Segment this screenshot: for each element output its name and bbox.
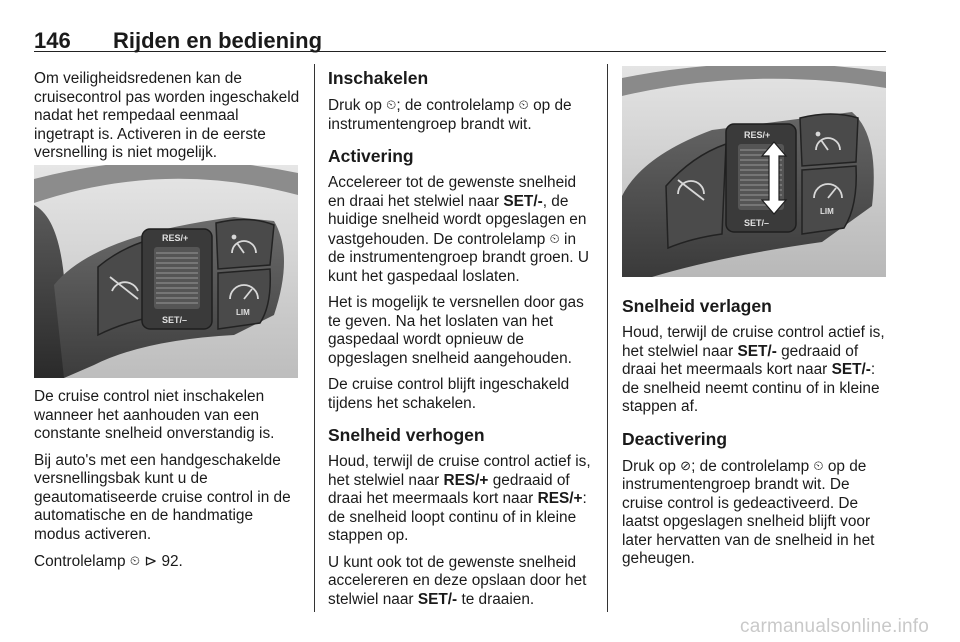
page-reference-arrow-icon: ⊳ [144, 553, 158, 570]
column-3 [622, 296, 888, 577]
thumbwheel-illustration [622, 66, 886, 277]
paragraph-manual-gearbox: Bij auto's met een handgeschakelde versnellingsbak kunt u de geautomatiseerde cruise control in de automatische en de handmatige modus activeren. [34, 451, 291, 543]
steering-wheel-illustration [34, 165, 298, 378]
paragraph-lamp-reference: Controlelamp ⏲ ⊳ 92. [34, 553, 183, 570]
watermark: carmanualsonline.info [740, 616, 930, 637]
speedometer-arrow-icon: ⏲ [518, 97, 529, 112]
speedometer-arrow-icon: ⏲ [386, 97, 397, 112]
lim-label: LIM [236, 308, 250, 317]
heading-activering: Activering [328, 146, 414, 166]
res-label: RES/+ [744, 130, 771, 140]
res-label: RES/+ [162, 233, 189, 243]
speedometer-arrow-icon: ⏲ [129, 553, 140, 568]
column-divider [314, 64, 315, 612]
heading-snelheid-verlagen: Snelheid verlagen [622, 296, 772, 316]
page-header [34, 22, 886, 52]
paragraph-activering-3: De cruise control blijft ingeschakeld tijdens het schakelen. [328, 376, 570, 412]
heading-deactivering: Deactivering [622, 428, 728, 449]
heading-snelheid-verhogen: Snelheid verhogen [328, 425, 485, 445]
column-1 [34, 70, 300, 171]
column-2 [328, 68, 593, 617]
paragraph-activering-1: Accelereer tot de gewenste snelheid en draai het stelwiel naar SET/-, de huidige snelheid wordt opgeslagen en vastgehouden. De controlelamp ⏲ in de instrumentengroep brandt groen. U kunt het gaspedaal loslaten. [328, 174, 589, 285]
speedometer-arrow-icon: ⏲ [813, 457, 824, 473]
lim-label: LIM [820, 207, 834, 216]
paragraph-deactivering: Druk op ⊘; de controlelamp ⏲ op de instrumentengroep brandt wit. De cruise control is gedeactiveerd. De laatst opgeslagen snelheid blijft voor later hervatten van de snelheid in het geheugen. [622, 457, 875, 567]
paragraph-verhogen-2: U kunt ook tot de gewenste snelheid accelereren en deze opslaan door het stelwiel naar SET/- te draaien. [328, 553, 587, 608]
column-divider [607, 64, 608, 612]
set-label: SET/– [744, 218, 770, 228]
paragraph-verhogen-1: Houd, terwijl de cruise control actief is, het stelwiel naar RES/+ gedraaid of draai het meermaals kort naar RES/+: de snelheid loopt continu of in kleine stappen op. [328, 453, 591, 544]
paragraph-safety: Om veiligheidsredenen kan de cruisecontrol pas worden ingeschakeld nadat het rempedaal eenmaal ingetrapt is. Activeren in de eerste versnelling is niet mogelijk. [34, 70, 300, 161]
crossed-speedometer-icon: ⊘ [680, 457, 692, 473]
page-number: 146 [34, 28, 71, 53]
chapter-title: Rijden en bediening [113, 28, 323, 53]
paragraph-activering-2: Het is mogelijk te versnellen door gas te geven. Na het loslaten van het gaspedaal wordt opnieuw de opgeslagen snelheid aangehouden. [328, 294, 584, 367]
speedometer-arrow-icon: ⏲ [549, 230, 560, 246]
thumbwheel-figure [622, 66, 886, 277]
heading-inschakelen: Inschakelen [328, 68, 429, 88]
steering-wheel-controls-figure [34, 165, 298, 378]
column-1-lower [34, 388, 300, 580]
paragraph-verlagen: Houd, terwijl de cruise control actief is, het stelwiel naar SET/- gedraaid of draai het meermaals kort naar SET/-: de snelheid neemt continu of in kleine stappen af. [622, 324, 885, 415]
paragraph-warning: De cruise control niet inschakelen wanneer het aanhouden van een constante snelheid onverstandig is. [34, 388, 275, 442]
set-label: SET/– [162, 315, 188, 325]
paragraph-inschakelen: Druk op ⏲; de controlelamp ⏲ op de instrumentengroep brandt wit. [328, 97, 572, 133]
